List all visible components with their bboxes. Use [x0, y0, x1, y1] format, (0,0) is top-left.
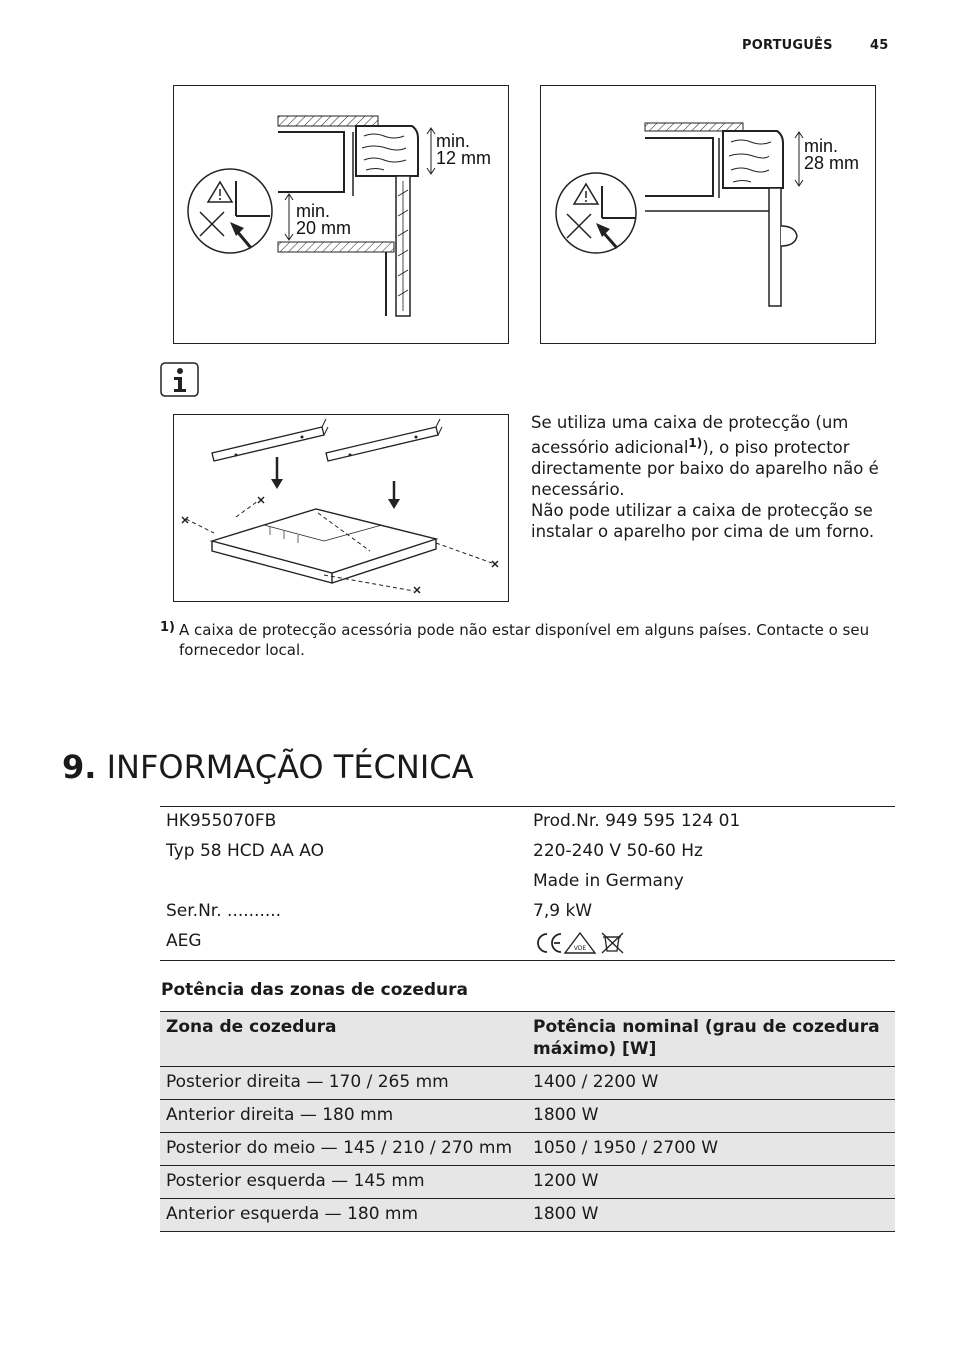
serial-number: Ser.Nr. ..........: [166, 901, 282, 921]
installation-diagram-oven: [540, 85, 876, 344]
table-row: [160, 1133, 895, 1166]
footnote-text: A caixa de protecção acessória pode não estar disponível em alguns países. Contacte o seu fornecedor local.: [179, 621, 870, 659]
table-row: [160, 1199, 895, 1232]
vde-mark-icon: [565, 933, 595, 953]
note-line-1: Se utiliza uma caixa de protecção (um acessório adicional: [531, 413, 849, 457]
voltage-frequency: 220-240 V 50-60 Hz: [533, 841, 703, 861]
ce-mark-icon: [538, 934, 561, 952]
model-number: HK955070FB: [166, 811, 277, 831]
product-number: Prod.Nr. 949 595 124 01: [533, 811, 741, 831]
technical-data-table: [160, 806, 895, 961]
zone-power: 1200 W: [527, 1166, 895, 1199]
info-icon: [160, 362, 200, 398]
zone-power: 1050 / 1950 / 2700 W: [527, 1133, 895, 1166]
certification-marks: [527, 927, 895, 961]
column-header-zone: Zona de cozedura: [166, 1017, 337, 1037]
zone-name: Posterior direita — 170 / 265 mm: [160, 1067, 527, 1100]
certification-icons: [533, 931, 629, 955]
table-row: [160, 807, 895, 838]
zone-power: 1800 W: [527, 1100, 895, 1133]
type-designation: Typ 58 HCD AA AO: [166, 841, 325, 861]
table-row: [160, 1067, 895, 1100]
footnote-reference: 1): [688, 436, 703, 450]
zone-power: 1800 W: [527, 1199, 895, 1232]
table-row: [160, 927, 895, 961]
oven-clearance-label: min. 28 mm: [804, 136, 860, 173]
section-number: 9.: [62, 748, 97, 786]
header-language: PORTUGUÊS: [742, 38, 833, 53]
section-title: [62, 745, 473, 789]
footnote-marker: 1): [160, 620, 175, 635]
note-line-3: Não pode utilizar a caixa de protecção se instalar o aparelho por cima de um forno.: [531, 501, 875, 541]
zone-name: Posterior do meio — 145 / 210 / 270 mm: [160, 1133, 527, 1166]
protection-box-drawing: [174, 415, 508, 601]
country-of-manufacture: Made in Germany: [533, 871, 684, 891]
column-header-power: Potência nominal (grau de cozedura máximo) [W]: [533, 1017, 880, 1059]
protection-box-note-paragraph: [531, 412, 891, 500]
vde-text: VDE: [573, 945, 587, 952]
zone-power: 1400 / 2200 W: [527, 1067, 895, 1100]
table-row: [160, 1166, 895, 1199]
protection-box-diagram: [173, 414, 509, 602]
page-number: 45: [870, 38, 889, 53]
table-row: [160, 897, 895, 927]
note-line-2: ), o piso protector directamente por baixo do aparelho não é necessário.: [531, 438, 879, 499]
empty-cell: [160, 867, 527, 897]
cooking-zones-table: [160, 1011, 895, 1232]
total-power: 7,9 kW: [533, 901, 593, 921]
bottom-clearance-label: min. 20 mm: [296, 201, 352, 238]
brand-name: AEG: [166, 931, 202, 951]
section-title-text: INFORMAÇÃO TÉCNICA: [106, 748, 474, 786]
zone-name: Anterior esquerda — 180 mm: [160, 1199, 527, 1232]
installation-diagram-2-drawing: [541, 86, 875, 343]
weee-bin-icon: [602, 933, 623, 953]
zone-name: Posterior esquerda — 145 mm: [160, 1166, 527, 1199]
top-clearance-label: min. 12 mm: [436, 131, 492, 168]
protection-box-note: [531, 412, 891, 542]
table-row: [160, 867, 895, 897]
zone-name: Anterior direita — 180 mm: [160, 1100, 527, 1133]
table-row: [160, 1100, 895, 1133]
table-header-row: [160, 1012, 895, 1067]
footnote: [160, 620, 900, 660]
installation-diagram-clearance: [173, 85, 509, 344]
cooking-zones-heading: Potência das zonas de cozedura: [161, 980, 468, 1000]
table-row: [160, 837, 895, 867]
